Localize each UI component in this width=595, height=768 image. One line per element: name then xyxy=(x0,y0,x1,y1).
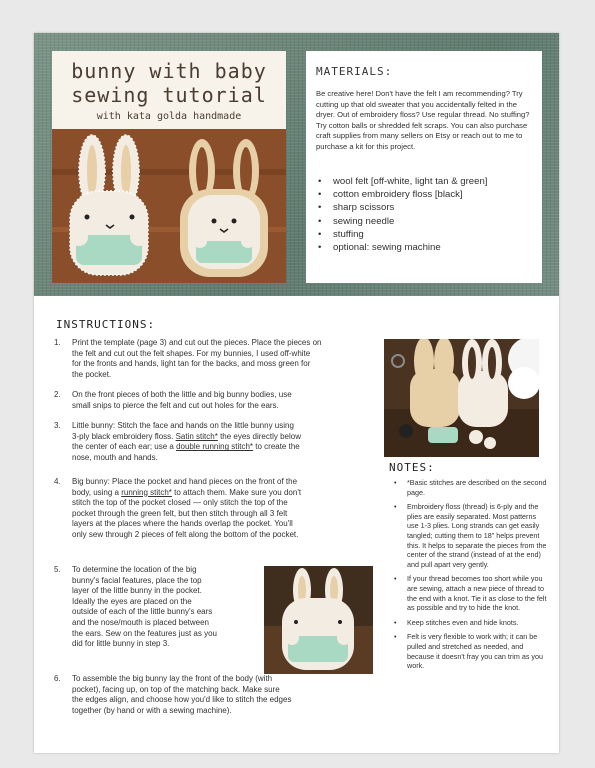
step-number: 6. xyxy=(54,674,61,683)
notes-heading: NOTES: xyxy=(389,461,435,474)
step-text: To determine the location of the big bunny's facial features, place the top layer of the little bunny in the pocket. Ideally the eyes are placed on the outside of each of the little bunny's ears and the nose/mouth is placed between the ears. Sew on the features just as you did for little bunny in step 3. xyxy=(72,565,217,649)
materials-list xyxy=(316,175,538,254)
materials-panel xyxy=(306,51,542,283)
list-item: • Felt is very flexible to work with; it can be pulled and stretched as needed, and because it doesn't fray you can trim as you work. xyxy=(390,632,548,670)
byline: with kata golda handmade xyxy=(96,111,242,122)
stitch-term: double running stitch* xyxy=(176,442,254,452)
list-item: • wool felt [off-white, light tan & green] xyxy=(316,175,538,188)
list-item: • Embroidery floss (thread) is 6-ply and the plies are easily separated. Most patterns use 1-3 plies. Long strands can get easily tangled; cutting them to 18" helps prevent this. It helps to separate the pieces from the center of the strand (instead of at the end) and pull apart very gently. xyxy=(390,502,548,569)
list-item: • If your thread becomes too short while you are sewing, attach a new piece of thread to the end with a knot. Tie it as close to the felt as possible and try to hide the knot. xyxy=(390,574,548,612)
step-number: 5. xyxy=(54,565,61,574)
step-text: Print the template (page 3) and cut out the pieces. Place the pieces on the felt and cut out the felt shapes. For my bunnies, I used off-white for the fronts and hands, light tan for the backs, and moss green for the pocket. xyxy=(72,338,322,379)
list-item: • sharp scissors xyxy=(316,201,538,214)
stitch-term: running stitch* xyxy=(121,487,172,497)
step-number: 2. xyxy=(54,390,61,399)
step-text: On the front pieces of both the little and big bunny bodies, use small snips to pierce the felt and cut out holes for the ears. xyxy=(72,390,292,410)
step-number: 4. xyxy=(54,477,61,486)
bunny-in-pocket-photo xyxy=(264,566,373,674)
felt-pieces-photo xyxy=(384,339,539,457)
materials-heading: MATERIALS: xyxy=(316,65,393,78)
step-number: 3. xyxy=(54,421,61,430)
list-item: • stuffing xyxy=(316,228,538,241)
step-number: 1. xyxy=(54,338,61,347)
tutorial-page xyxy=(34,33,559,753)
list-item: • Keep stitches even and hide knots. xyxy=(390,618,548,628)
notes-list xyxy=(390,478,548,676)
list-item: • *Basic stitches are described on the second page. xyxy=(390,478,548,497)
materials-intro: Be creative here! Don't have the felt I am recommending? Try cutting up that old sweater that you accidentally felted in the dryer. Out of embroidery floss? Use regular thread. No stuffing? Try cotton balls or shredded felt scraps. You can also purchase craft supplies from many sellers on Etsy or reach out to me to purchase a kit for this project. xyxy=(316,89,530,151)
list-item: • cotton embroidery floss [black] xyxy=(316,188,538,201)
step-text: Little bunny: Stitch the face and hands on the little bunny using 3-ply black embroidery floss. Satin stitch* the eyes directly below the center of each ear; use a double running stitch* to create the nose, mouth and hands. xyxy=(72,421,301,462)
step-text: To assemble the big bunny lay the front of the body (with pocket), facing up, on top of the matching back. Make sure the edges align, and choose how you'd like to stitch the edges together (by hand or with a sewing machine). xyxy=(72,674,292,715)
list-item: • optional: sewing machine xyxy=(316,241,538,254)
step-text: Big bunny: Place the pocket and hand pieces on the front of the body, using a running stitch* to attach them. Make sure you don't stitch the top of the pocket closed — only stitch the top of the pocket through the green felt, but then stitch through all 3 felt layers at the places where the hands overlap the pocket. You'll only sew through 2 pieces of felt along the bottom of the pocket. xyxy=(72,477,302,539)
title-card xyxy=(52,51,286,283)
title-line-1: bunny with baby xyxy=(71,59,267,83)
stitch-term: Satin stitch* xyxy=(175,431,218,441)
title-line-2: sewing tutorial xyxy=(71,83,267,107)
instructions-heading: INSTRUCTIONS: xyxy=(56,318,156,331)
list-item: • sewing needle xyxy=(316,215,538,228)
bunnies-photo xyxy=(52,129,286,283)
